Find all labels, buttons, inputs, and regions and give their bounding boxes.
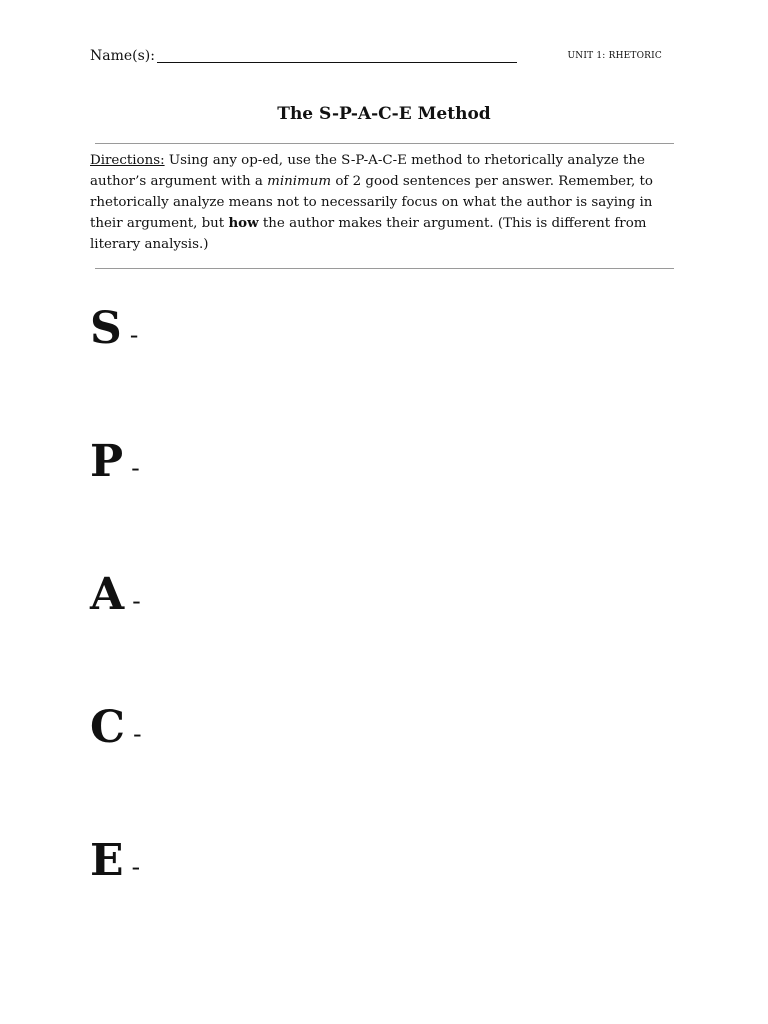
name-label: Name(s): — [90, 48, 155, 64]
letter-row-p — [90, 437, 390, 497]
unit-label: UNIT 1: RHETORIC — [567, 51, 662, 61]
letter-e: E — [90, 835, 124, 886]
letter-a: A — [90, 569, 125, 620]
directions-paragraph — [90, 150, 670, 255]
page-title: The S-P-A-C-E Method — [277, 104, 491, 124]
directions-text-part2: of 2 good sentences per answer. Remember, to rhetorically analyze means not to necessarily focus on what the author is saying in their argument, but — [90, 174, 653, 231]
letter-s-dash: - — [129, 321, 139, 349]
directions-label: Directions: — [90, 153, 165, 168]
letter-row-e — [90, 836, 390, 896]
letter-row-c — [90, 703, 390, 763]
letter-row-s — [90, 304, 390, 364]
directions-text-part3: the author makes their argument. (This is different from literary analysis.) — [90, 216, 647, 252]
letter-p: P — [90, 436, 124, 487]
directions-emphasis-how: how — [228, 215, 259, 231]
bottom-divider — [95, 268, 674, 269]
top-divider — [95, 143, 674, 144]
letter-e-dash: - — [131, 853, 141, 881]
letter-a-dash: - — [132, 587, 141, 615]
header-row — [90, 47, 670, 67]
directions-emphasis-minimum: minimum — [267, 174, 332, 189]
name-blank-line[interactable] — [157, 62, 517, 63]
letter-s: S — [90, 303, 122, 354]
directions-text-part1: Using any op-ed, use the S-P-A-C-E method to rhetorically analyze the author’s argument with a — [90, 153, 645, 189]
letter-p-dash: - — [131, 454, 140, 482]
letter-row-a — [90, 570, 390, 630]
letter-c-dash: - — [133, 720, 142, 748]
letter-c: C — [90, 702, 126, 753]
